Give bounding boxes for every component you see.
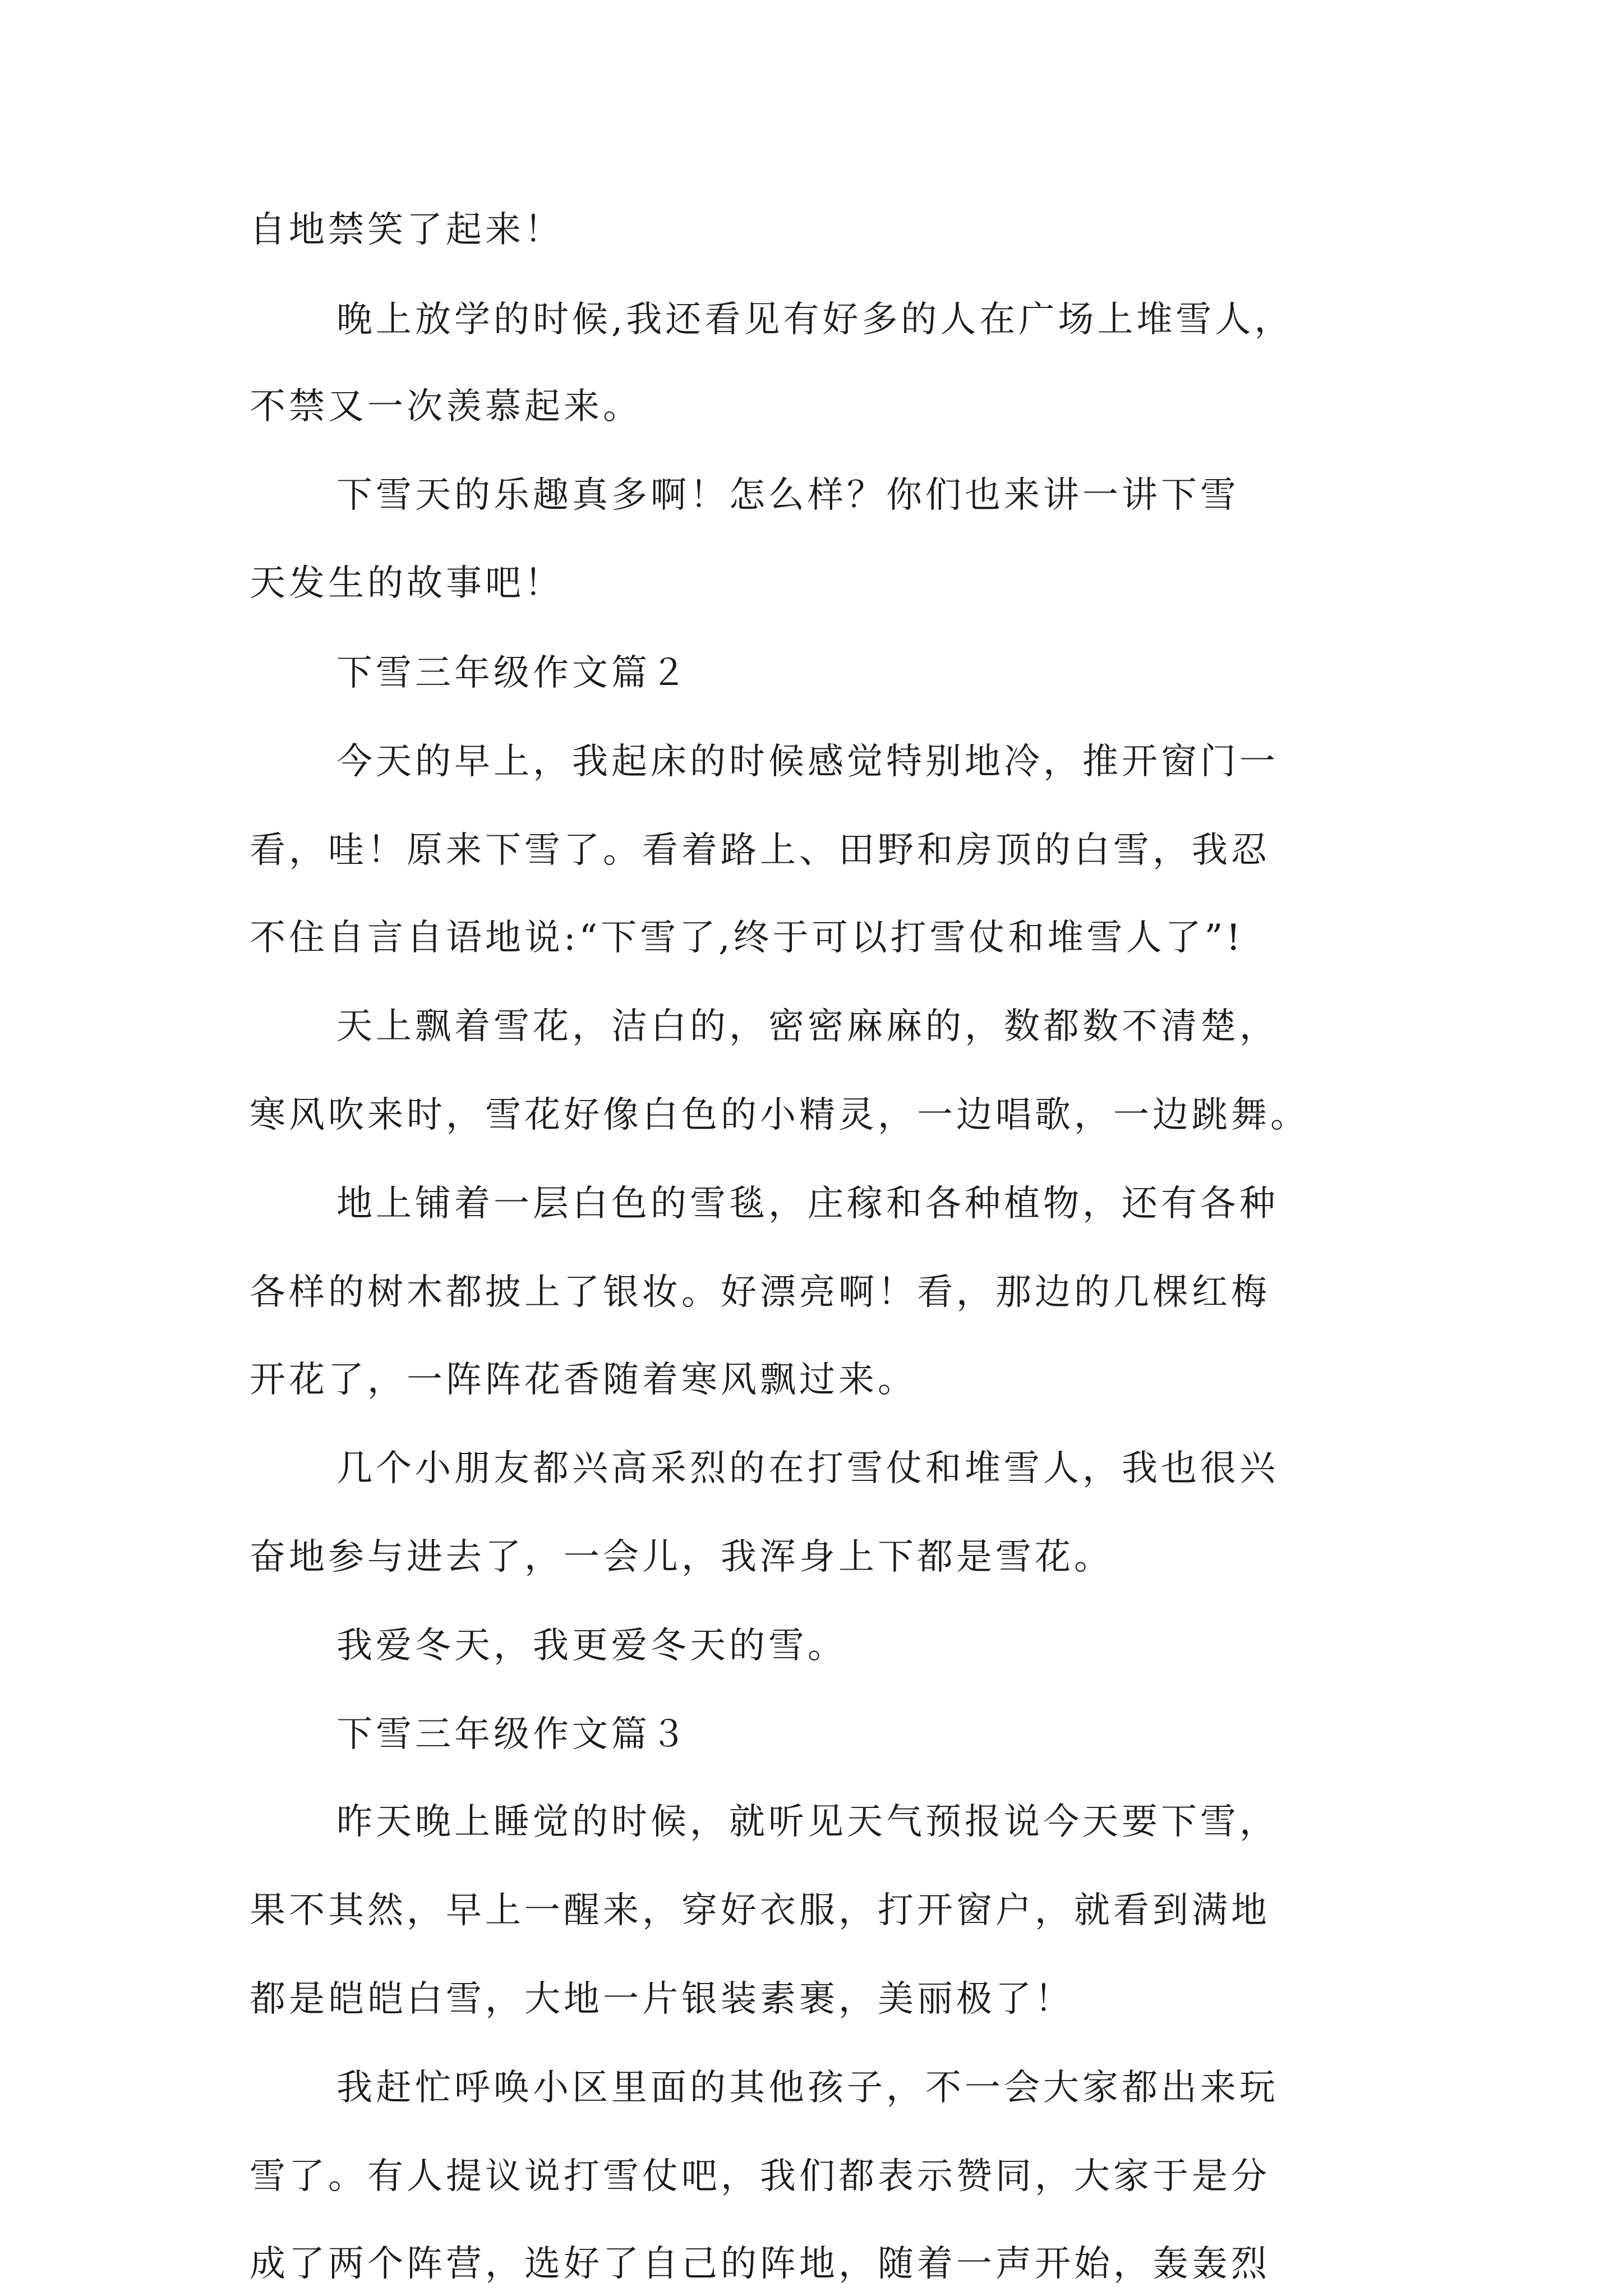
text-line: 看，哇！原来下雪了。看着路上、田野和房顶的白雪，我忍: [250, 830, 1270, 871]
text-line: 都是皑皑白雪，大地一片银装素裹，美丽极了！: [250, 1978, 1074, 2020]
text-line: 几个小朋友都兴高采烈的在打雪仗和堆雪人，我也很兴: [336, 1448, 1279, 1489]
text-line: 成了两个阵营，选好了自己的阵地，随着一声开始，轰轰烈: [250, 2243, 1270, 2285]
text-line: 奋地参与进去了，一会儿，我浑身上下都是雪花。: [250, 1536, 1113, 1578]
text-line: 天发生的故事吧！: [250, 563, 564, 604]
text-line: 今天的早上，我起床的时候感觉特别地冷，推开窗门一: [336, 741, 1279, 783]
text-line: 地上铺着一层白色的雪毯，庄稼和各种植物，还有各种: [336, 1183, 1279, 1225]
text-line: 不禁又一次羡慕起来。: [250, 386, 642, 427]
text-line: 我爱冬天，我更爱冬天的雪。: [336, 1625, 847, 1667]
text-line: 雪了。有人提议说打雪仗吧，我们都表示赞同，大家于是分: [250, 2156, 1270, 2197]
text-line: 我赶忙呼唤小区里面的其他孩子，不一会大家都出来玩: [336, 2067, 1279, 2109]
section-heading: 下雪三年级作文篇２: [336, 652, 690, 694]
text-line: 天上飘着雪花，洁白的，密密麻麻的，数都数不清楚，: [336, 1006, 1279, 1047]
text-line: 晚上放学的时候,我还看见有好多的人在广场上堆雪人，: [336, 299, 1294, 341]
text-line: 各样的树木都披上了银妆。好漂亮啊！看，那边的几棵红梅: [250, 1272, 1270, 1313]
text-line: 下雪天的乐趣真多啊！怎么样？你们也来讲一讲下雪: [336, 475, 1239, 516]
text-line: 自地禁笑了起来！: [250, 209, 564, 251]
text-line: 果不其然，早上一醒来，穿好衣服，打开窗户，就看到满地: [250, 1890, 1270, 1931]
text-line: 开花了，一阵阵花香随着寒风飘过来。: [250, 1359, 917, 1401]
text-line: 寒风吹来时，雪花好像白色的小精灵，一边唱歌，一边跳舞。: [250, 1094, 1310, 1136]
text-line: 不住自言自语地说:“下雪了,终于可以打雪仗和堆雪人了”!: [250, 917, 1244, 959]
text-line: 昨天晚上睡觉的时候，就听见天气预报说今天要下雪，: [336, 1801, 1279, 1843]
section-heading: 下雪三年级作文篇３: [336, 1714, 690, 1755]
